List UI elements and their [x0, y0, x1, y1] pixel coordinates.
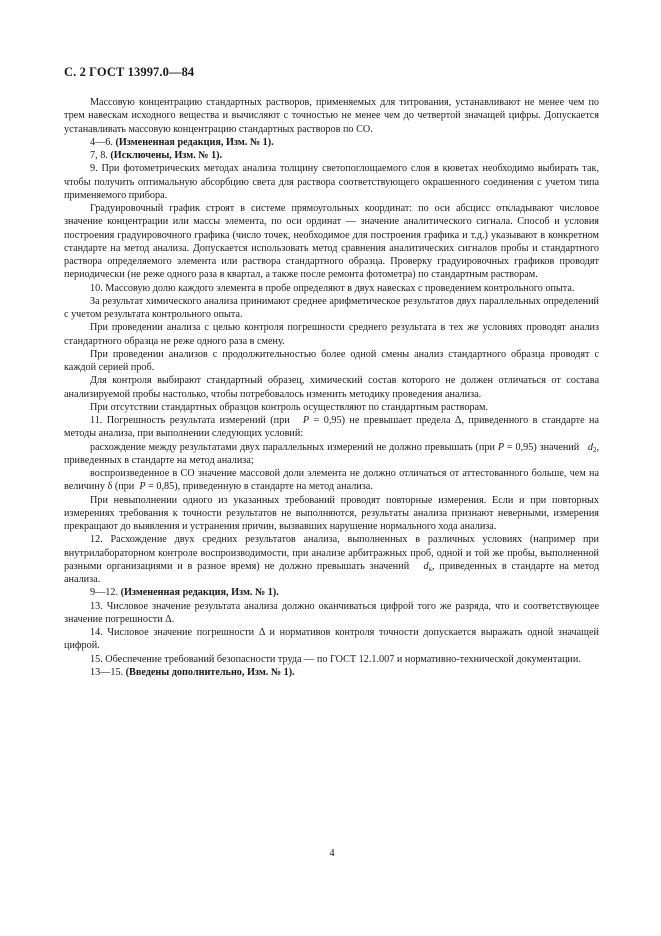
paragraph-14-significant-digit: 14. Числовое значение погрешности Δ и нормативов контроля точности допускается выражать одной значащей цифрой.	[64, 627, 599, 652]
paragraph-result-definition: За результат химического анализа принимают среднее арифметическое результатов двух параллельных определений с учетом результата контрольного опыта.	[64, 295, 599, 320]
paragraph-no-standard-samples: При отсутствии стандартных образцов контроль осуществляют по стандартным растворам.	[90, 401, 489, 413]
paragraph-15-safety: 15. Обеспечение требований безопасности труда — по ГОСТ 12.1.007 и нормативно-технической документации.	[90, 653, 581, 665]
paragraph-12-two-averages: 12. Расхождение двух средних результатов анализа, выполненных в различных условиях (например при внутрилабораторном контроле воспроизводимости, при анализе арбитражных проб, одной и той же пробы, выполненной разными организациями и в разное время) не должно превышать значений $d_к$, приведенных в стандарте на метод анализа.	[64, 534, 600, 585]
document-body	[64, 96, 599, 679]
paragraph-reproduced-value: воспроизведенное в СО значение массовой доли элемента не должно отличаться от аттестованного больше, чем на величину δ (при P = 0,85), приведенную в стандарте на метод анализа.	[64, 468, 599, 493]
paragraph-error-control: При проведении анализа с целью контроля погрешности среднего результата в тех же условиях проводят анализ стандартного образца не реже одного раза в смену.	[64, 322, 599, 347]
paragraph-calibration-graph: Градуировочный график строят в системе прямоугольных координат: по оси абсцисс откладывают числовое значение концентрации или массы элемента, по оси ординат — значение аналитического сигнала. Способ и условия построения градуировочного графика (число точек, необходимое для построения графика и т.д.) указывают в конкретном стандарте на метод анализа. Допускается использовать метод сравнения аналитических сигналов пробы и стандартного раствора определяемого элемента или раствора стандартного образца. Проверку градуировочных графиков проводят периодически (не реже одного раза в квартал, а также после ремонта фотометра) по стандартным растворам.	[64, 203, 599, 281]
amendment-bold: (Измененная редакция, Изм. № 1).	[120, 587, 279, 599]
paragraph-repeat-measurements: При невыполнении одного из указанных требований проводят повторные измерения. Если и при повторных измерениях требования к точности результатов не выполняются, результаты анализа признают неверными, измерения прекращают до выявления и устранения причин, вызвавших нарушение нормального хода анализа.	[64, 494, 599, 532]
paragraph-long-analysis: При проведении анализов с продолжительностью более одной смены анализ стандартного образца проводят с каждой серией проб.	[64, 348, 599, 373]
amendment-bold: (Измененная редакция, Изм. № 1).	[115, 136, 274, 148]
paragraph-divergence-condition: расхождение между результатами двух параллельных измерений не должно превышать (при P = 0,95) значений $d_2$, приведенных в стандарте на метод анализа;	[64, 441, 599, 466]
paragraph-11-measurement-error: 11. Погрешность результата измерений (при P = 0,95) не превышает предела Δ, приведенного в стандарте на методы анализа, при выполнении следующих условий:	[64, 415, 600, 440]
paragraph-control-sample: Для контроля выбирают стандартный образец, химический состав которого не должен отличаться от состава анализируемой пробы настолько, чтобы потребовалось изменить методику проведения анализа.	[64, 375, 599, 400]
amendment-note-4-6: 4—6. (Измененная редакция, Изм. № 1).	[90, 136, 274, 148]
amendment-bold: (Введены дополнительно, Изм. № 1).	[125, 666, 295, 678]
paragraph-10-mass-fraction: 10. Массовую долю каждого элемента в пробе определяют в двух навесках с проведением контрольного опыта.	[90, 282, 575, 294]
amendment-note-7-8: 7, 8. (Исключены, Изм. № 1).	[90, 150, 223, 161]
amendment-bold: (Исключены, Изм. № 1).	[110, 150, 223, 161]
paragraph-13-rounding: 13. Числовое значение результата анализа должно оканчиваться цифрой того же разряда, что и соответствующее значение погрешности Δ.	[64, 600, 599, 625]
page-header: С. 2 ГОСТ 13997.0—84	[64, 65, 195, 79]
amendment-note-13-15: 13—15. (Введены дополнительно, Изм. № 1).	[90, 666, 295, 678]
amendment-note-9-12: 9—12. (Измененная редакция, Изм. № 1).	[90, 587, 279, 599]
page-number: 4	[329, 848, 335, 859]
paragraph-standard-solutions: Массовую концентрацию стандартных растворов, применяемых для титрования, устанавливают не менее чем по трем навескам исходного вещества и вычисляют с точностью не менее чем до четвертой значащей цифры. Допускается устанавливать массовую концентрацию стандартных растворов по СО.	[64, 97, 599, 135]
paragraph-9-photometric: 9. При фотометрических методах анализа толщину светопоглощаемого слоя в кюветах необходимо выбирать так, чтобы получить оптимальную абсорбцию света для раствора соответствующего окрашенного соединения с учетом типа применяемого прибора.	[64, 163, 599, 201]
